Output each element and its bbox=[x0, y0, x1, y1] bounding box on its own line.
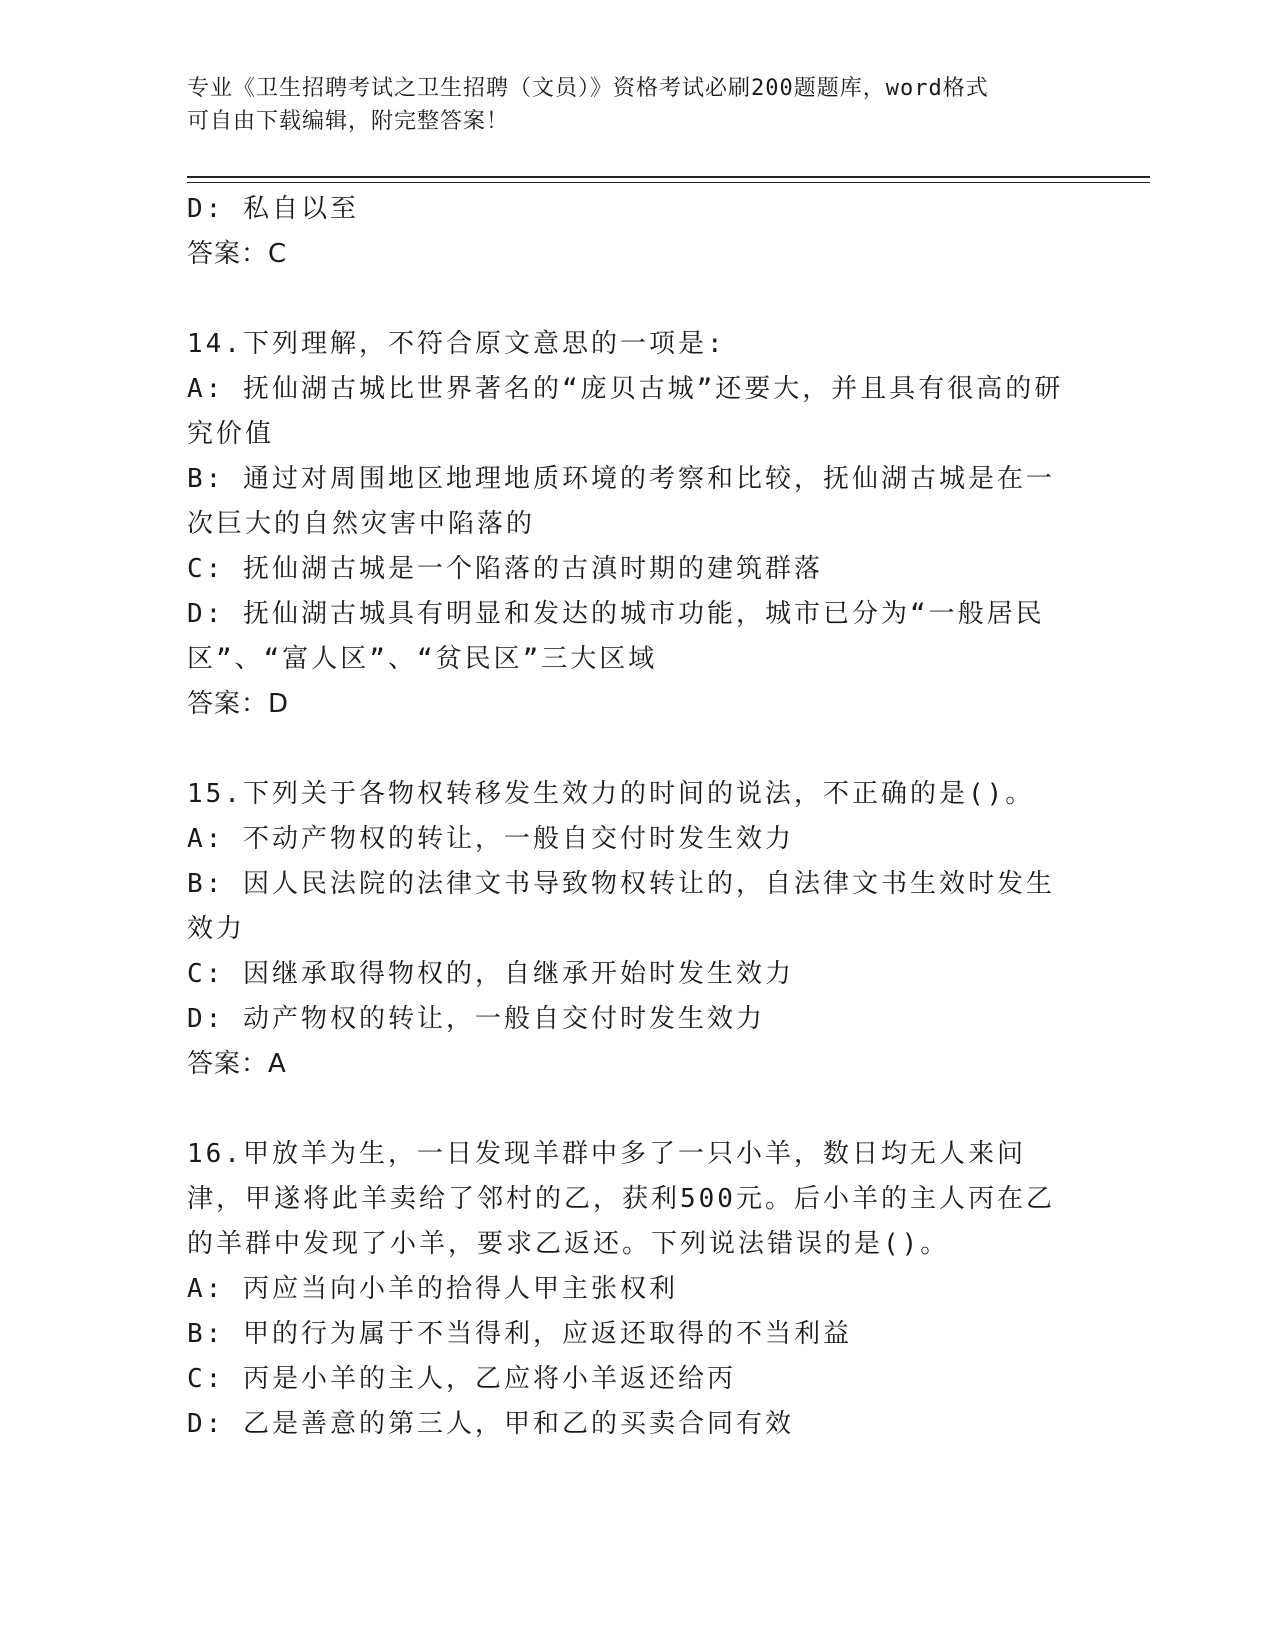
q14-option-b: B: 通过对周围地区地理地质环境的考察和比较，抚仙湖古城是在一次巨大的自然灾害中陷落的 bbox=[187, 464, 1055, 539]
q14-option-d: D: 抚仙湖古城具有明显和发达的城市功能，城市已分为“一般居民区”、“富人区”、“贫民区”三大区域 bbox=[187, 599, 1045, 674]
q16-option-c: C: 丙是小羊的主人，乙应将小羊返还给丙 bbox=[187, 1364, 736, 1394]
q13-answer: 答案：C bbox=[187, 239, 288, 269]
q16-option-b: B: 甲的行为属于不当得利，应返还取得的不当利益 bbox=[187, 1319, 852, 1349]
header-rule-thin bbox=[187, 182, 1150, 183]
header-rule-thick bbox=[187, 176, 1150, 178]
spacer bbox=[187, 277, 1067, 322]
spacer bbox=[187, 1087, 1067, 1132]
header-line-2: 可自由下载编辑，附完整答案！ bbox=[187, 109, 510, 134]
question-16 bbox=[187, 1132, 1067, 1447]
q15-stem: 15.下列关于各物权转移发生效力的时间的说法，不正确的是()。 bbox=[187, 779, 1035, 809]
question-15 bbox=[187, 772, 1067, 1087]
q15-option-c: C: 因继承取得物权的，自继承开始时发生效力 bbox=[187, 959, 794, 989]
q16-option-a: A: 丙应当向小羊的拾得人甲主张权利 bbox=[187, 1274, 678, 1304]
question-13-tail bbox=[187, 187, 1067, 277]
q15-answer: 答案：A bbox=[187, 1049, 287, 1079]
q15-option-b: B: 因人民法院的法律文书导致物权转让的，自法律文书生效时发生效力 bbox=[187, 869, 1055, 944]
q14-option-c: C: 抚仙湖古城是一个陷落的古滇时期的建筑群落 bbox=[187, 554, 823, 584]
q15-option-d: D: 动产物权的转让，一般自交付时发生效力 bbox=[187, 1004, 765, 1034]
q14-option-a: A: 抚仙湖古城比世界著名的“庞贝古城”还要大，并且具有很高的研究价值 bbox=[187, 374, 1064, 449]
header-line-1: 专业《卫生招聘考试之卫生招聘（文员）》资格考试必刷200题题库，word格式 bbox=[187, 76, 989, 101]
document-body bbox=[187, 187, 1067, 1447]
spacer bbox=[187, 727, 1067, 772]
question-14 bbox=[187, 322, 1067, 727]
q16-stem: 16.甲放羊为生，一日发现羊群中多了一只小羊，数日均无人来问津，甲遂将此羊卖给了邻村的乙，获利500元。后小羊的主人丙在乙的羊群中发现了小羊，要求乙返还。下列说法错误的是()。 bbox=[187, 1139, 1055, 1259]
q15-option-a: A: 不动产物权的转让，一般自交付时发生效力 bbox=[187, 824, 794, 854]
q14-stem: 14.下列理解，不符合原文意思的一项是: bbox=[187, 329, 726, 359]
q13-option-d: D: 私自以至 bbox=[187, 194, 359, 224]
q14-answer: 答案：D bbox=[187, 689, 290, 719]
q16-option-d: D: 乙是善意的第三人，甲和乙的买卖合同有效 bbox=[187, 1409, 794, 1439]
document-header bbox=[187, 72, 1067, 138]
